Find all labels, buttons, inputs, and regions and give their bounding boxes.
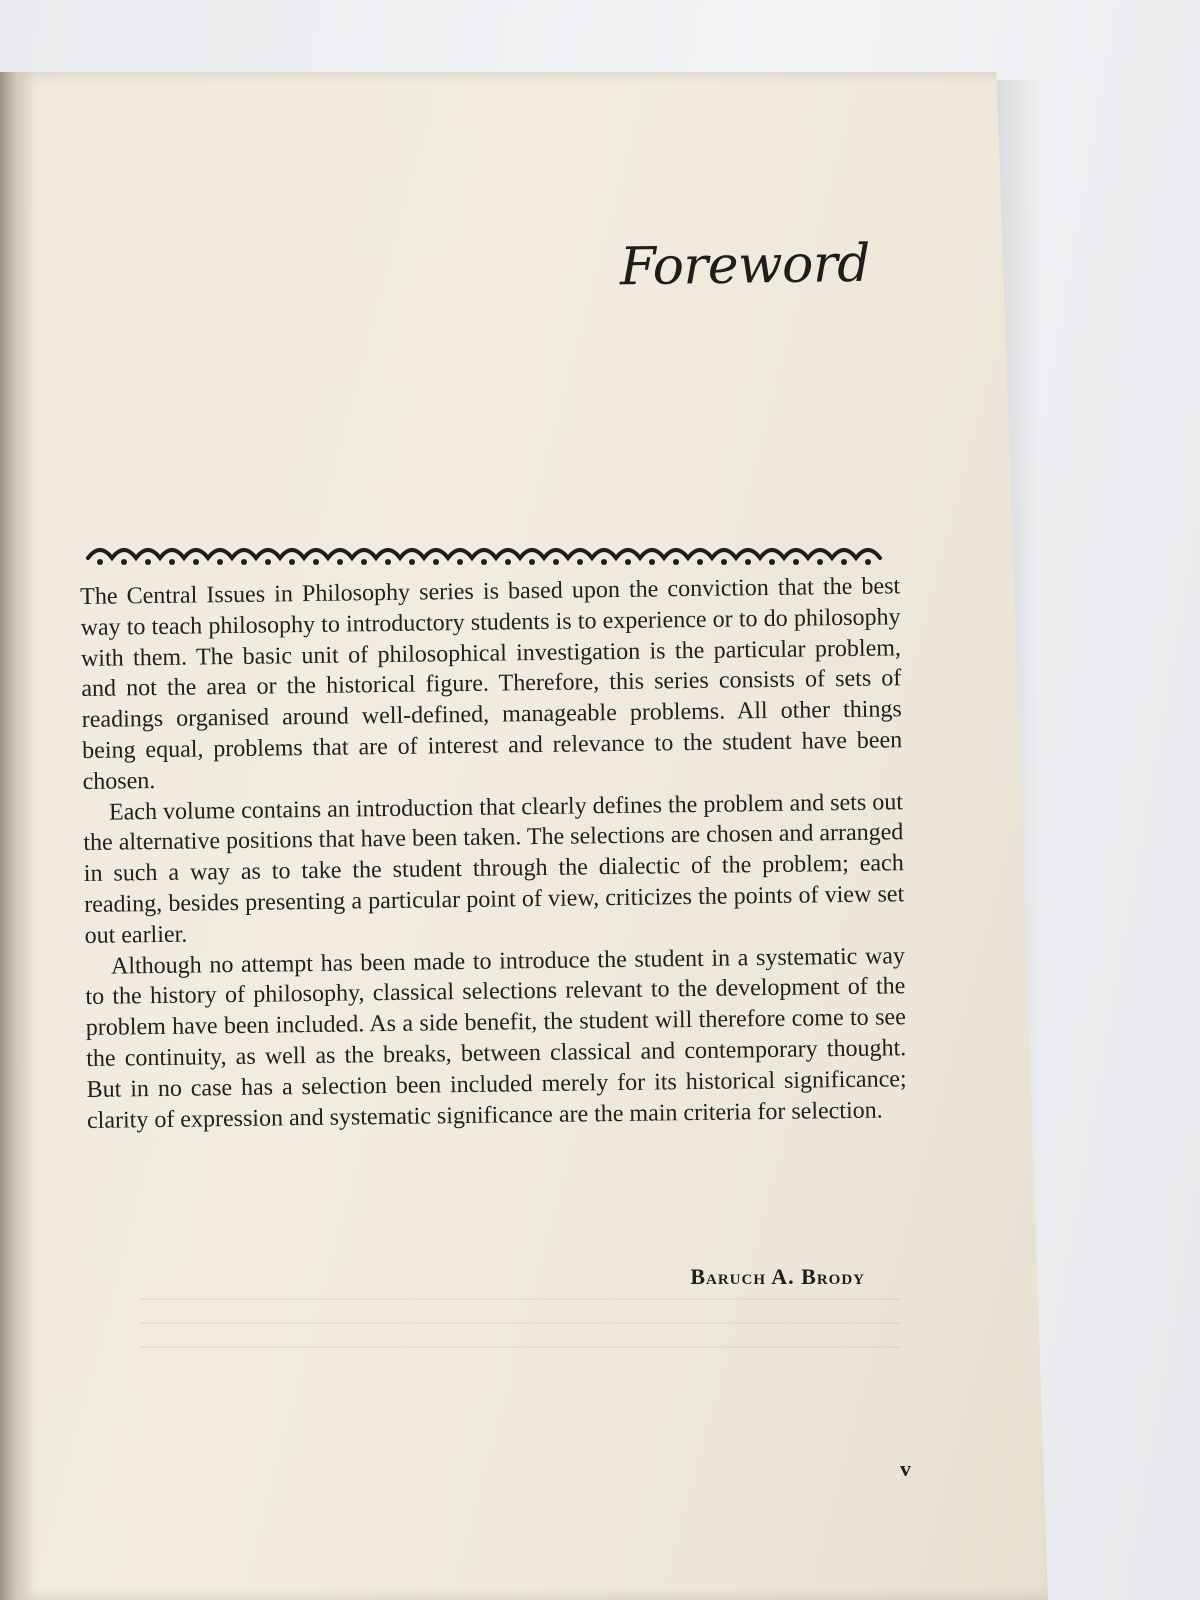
ornament-dot — [457, 559, 463, 565]
ornament-dot — [721, 559, 727, 565]
page-title: Foreword — [619, 233, 871, 298]
signature: Baruch A. Brody — [690, 1264, 865, 1289]
ornament-dot — [697, 559, 703, 565]
ornament-dot — [769, 559, 775, 565]
ornament-dot — [169, 559, 175, 565]
ornament-dot — [841, 559, 847, 565]
ornament-dot — [817, 559, 823, 565]
ornament-dot — [649, 559, 655, 565]
bleed-through — [140, 1290, 900, 1370]
ornament-dot — [673, 559, 679, 565]
ornament-dot — [577, 559, 583, 565]
ornament-dot — [529, 559, 535, 565]
ornament-dot — [385, 559, 391, 565]
ornament-dot — [361, 559, 367, 565]
page-number: v — [900, 1456, 911, 1481]
ornament-dot — [97, 559, 103, 565]
ornament-dot — [145, 559, 151, 565]
ornament-dot — [193, 559, 199, 565]
ornament-dot — [481, 559, 487, 565]
ornament-dot — [217, 559, 223, 565]
ornament-dot — [409, 559, 415, 565]
ornament-dot — [553, 559, 559, 565]
ornament-dot — [625, 559, 631, 565]
ornament-dot — [265, 559, 271, 565]
ornament-dot — [289, 559, 295, 565]
wave-ornament-icon — [86, 538, 886, 572]
ornament-wave — [88, 550, 880, 558]
ornament-dot — [241, 559, 247, 565]
paragraph-2: Each volume contains an introduction that clearly defines the problem and sets out the alternative positions that have been taken. The selections are chosen and arranged in such a way as to take the student through the dialectic of the problem; each reading, besides presenting a particular point of view, criticizes the points of view set out earlier. — [83, 788, 905, 949]
paragraph-1: The Central Issues in Philosophy series is based upon the conviction that the best way to teach philosophy to introductory students is to experience or to do philosophy with them. The basic unit of philosophical investigation is the particular problem, and not the area or the historical figure. Therefore, this series consists of sets of readings organised around well-defined, manageable problems. All other things being equal, problems that are of interest and relevance to the student have been chosen. — [80, 573, 903, 795]
ornament-dot — [337, 559, 343, 565]
ornament-dot — [313, 559, 319, 565]
ornament-dot — [865, 559, 871, 565]
ornament-dot — [745, 559, 751, 565]
paragraph-3: Although no attempt has been made to introduce the student in a systematic way to the history of philosophy, classical selections relevant to the development of the problem have been included. As a side benefit, the student will therefore come to see the continuity, as well as the breaks, between classical and contemporary thought. But in no case has a selection been included merely for its historical significance; clarity of expression and systematic significance are the main criteria for selection. — [85, 942, 907, 1134]
foreword-body — [80, 571, 907, 1136]
ornament-dot — [121, 559, 127, 565]
ornament-dot — [793, 559, 799, 565]
ornament-dot — [505, 559, 511, 565]
ornament-dot — [433, 559, 439, 565]
ornament-dot — [601, 559, 607, 565]
